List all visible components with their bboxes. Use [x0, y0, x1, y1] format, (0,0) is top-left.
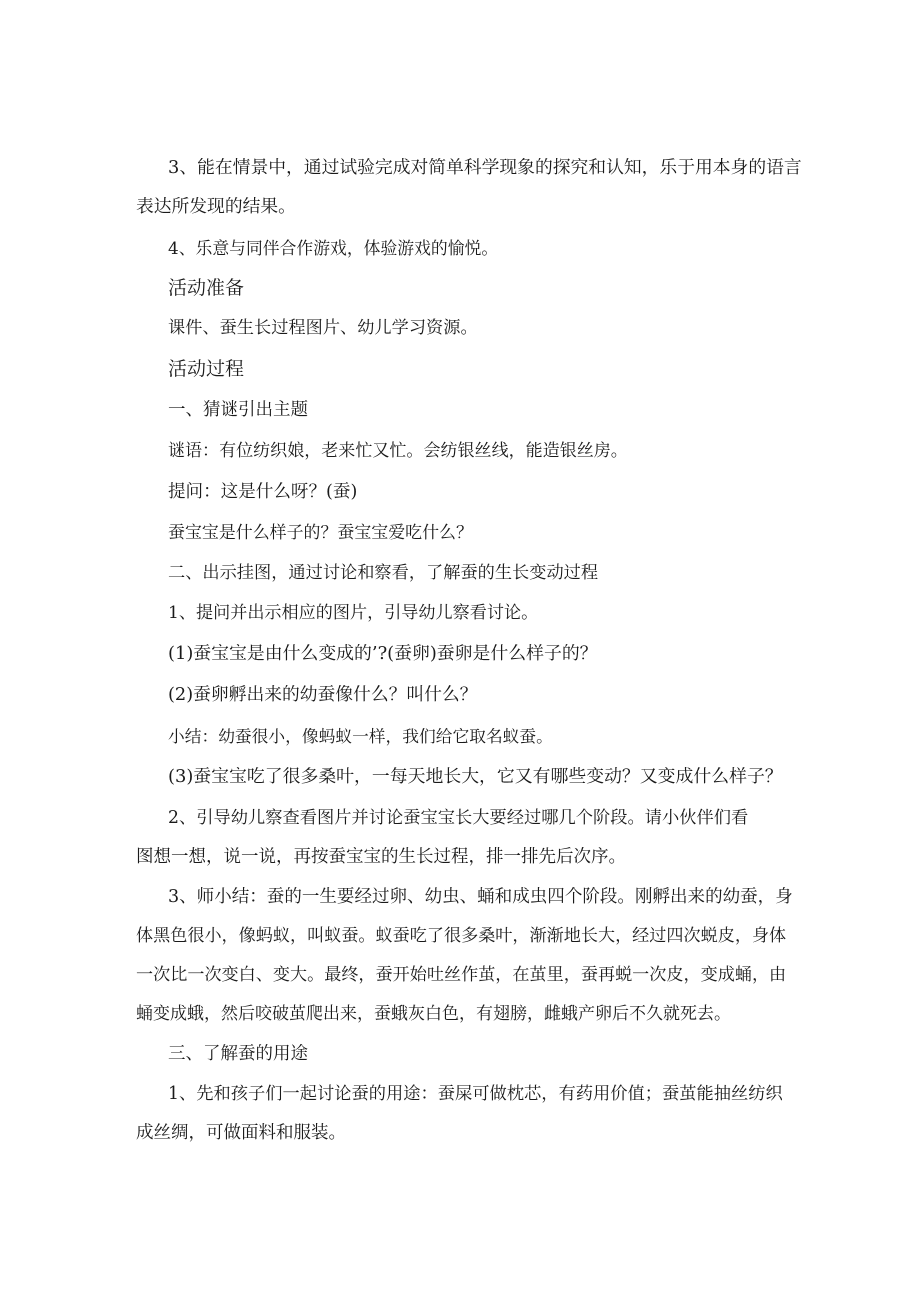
teacher-summary-line-3: 一次比一次变白、变大。最终，蚕开始吐丝作茧，在茧里，蚕再蜕一次皮，变成蛹，由 — [136, 965, 786, 985]
sub-question-1: (1)蚕宝宝是由什么变成的’?(蚕卵)蚕卵是什么样子的？ — [168, 644, 598, 664]
sub-question-3: (3)蚕宝宝吃了很多桑叶，一每天地长大，它又有哪些变动？又变成什么样子？ — [168, 767, 783, 787]
riddle-text: 谜语：有位纺织娘，老来忙又忙。会纺银丝线，能造银丝房。 — [168, 441, 628, 461]
summary-ant-silkworm: 小结：幼蚕很小，像蚂蚁一样，我们给它取名蚁蚕。 — [168, 726, 553, 746]
step-3-item-1-line-2: 成丝绸，可做面料和服装。 — [136, 1123, 346, 1143]
objective-3-line-1: 3、能在情景中，通过试验完成对简单科学现象的探究和认知，乐于用本身的语言 — [168, 158, 802, 178]
step-3-item-1-line-1: 1、先和孩子们一起讨论蚕的用途：蚕屎可做枕芯，有药用价值；蚕茧能抽丝纺织 — [168, 1084, 783, 1104]
teacher-summary-line-2: 体黑色很小，像蚂蚁，叫蚁蚕。蚁蚕吃了很多桑叶，渐渐地长大，经过四次蜕皮，身体 — [136, 926, 786, 946]
teacher-summary-line-4: 蛹变成蛾，然后咬破茧爬出来，蚕蛾灰白色，有翅膀，雌蛾产卵后不久就死去。 — [136, 1004, 731, 1024]
teacher-summary-line-1: 3、师小结：蚕的一生要经过卵、幼虫、蛹和成虫四个阶段。刚孵出来的幼蚕，身 — [168, 887, 793, 907]
sub-question-2: (2)蚕卵孵出来的幼蚕像什么？叫什么？ — [168, 685, 478, 705]
preparation-materials: 课件、蚕生长过程图片、幼儿学习资源。 — [168, 318, 478, 338]
step-2-item-2-line-2: 图想一想，说一说，再按蚕宝宝的生长过程，排一排先后次序。 — [136, 847, 626, 867]
objective-4: 4、乐意与同伴合作游戏，体验游戏的愉悦。 — [168, 238, 498, 258]
section-heading-preparation: 活动准备 — [168, 278, 245, 298]
step-3-heading: 三、了解蚕的用途 — [168, 1044, 308, 1064]
step-2-item-1: 1、提问并出示相应的图片，引导幼儿察看讨论。 — [168, 603, 538, 623]
question-followup: 蚕宝宝是什么样子的？蚕宝宝爱吃什么？ — [168, 522, 473, 542]
step-2-heading: 二、出示挂图，通过讨论和察看，了解蚕的生长变动过程 — [168, 563, 598, 583]
objective-3-line-2: 表达所发现的结果。 — [136, 197, 296, 217]
section-heading-process: 活动过程 — [168, 359, 245, 379]
question-text: 提问：这是什么呀？(蚕) — [168, 482, 358, 502]
step-2-item-2-line-1: 2、引导幼儿察查看图片并讨论蚕宝宝长大要经过哪几个阶段。请小伙伴们看 — [168, 808, 748, 828]
step-1-heading: 一、猜谜引出主题 — [168, 400, 308, 420]
